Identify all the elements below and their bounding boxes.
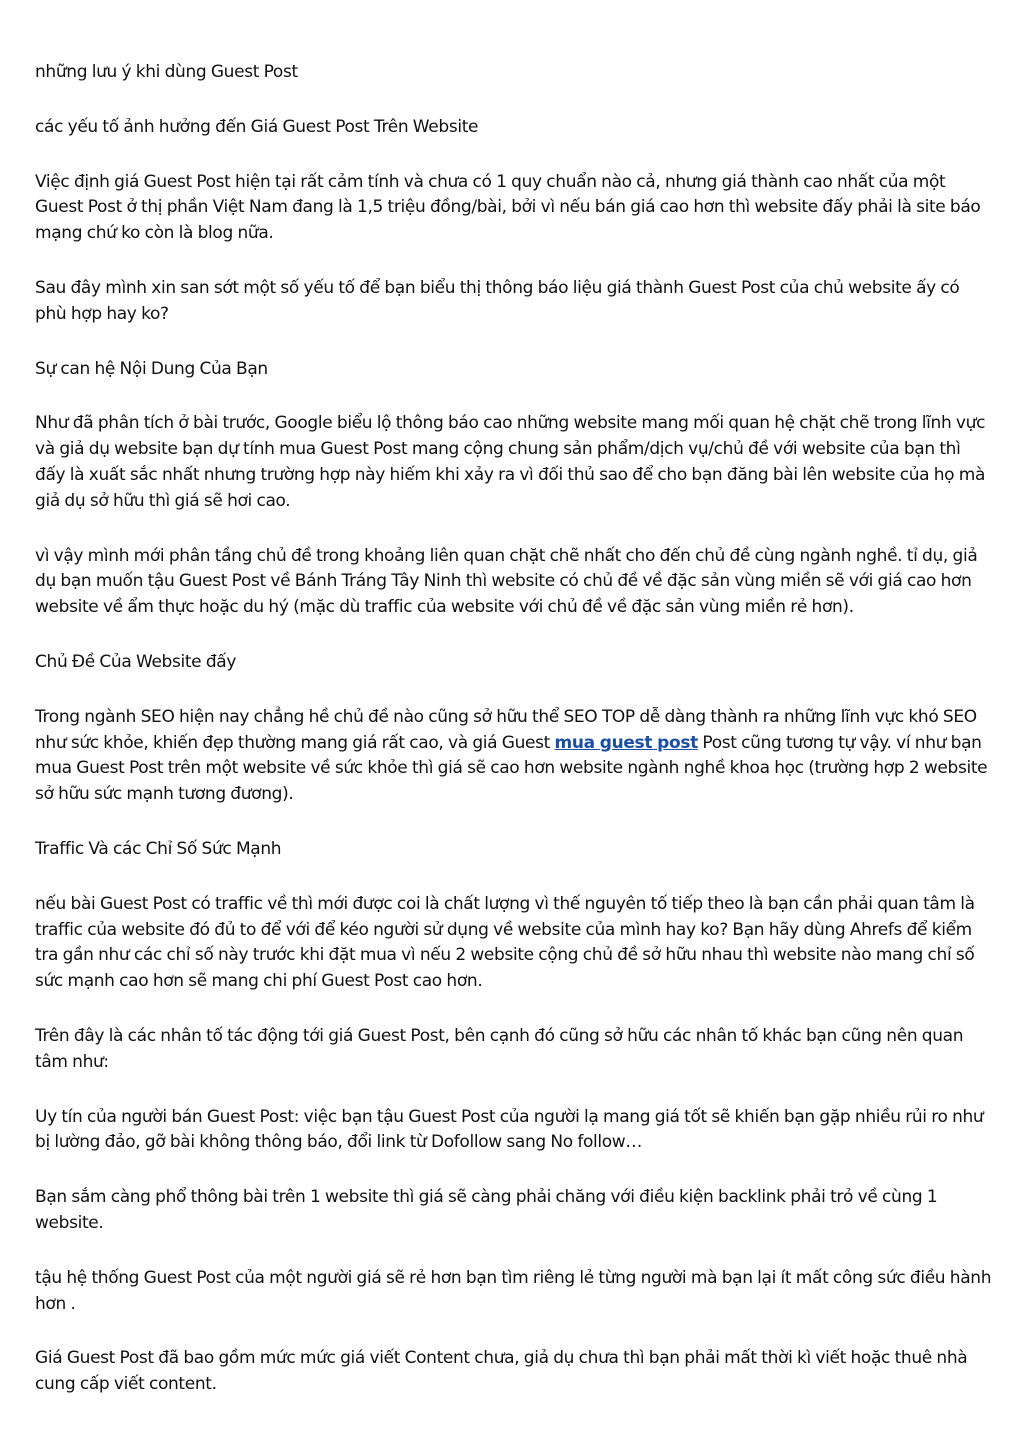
paragraph-system-purchase: tậu hệ thống Guest Post của một người giá sẽ rẻ hơn bạn tìm riêng lẻ từng người mà bạn lại ít mất công sức điều hành hơn .: [35, 1267, 992, 1314]
paragraph-seller-reputation: Uy tín của người bán Guest Post: việc bạn tậu Guest Post của người lạ mang giá tốt sẽ khiến bạn gặp nhiều rủi ro như bị lường đảo, gỡ bài không thông báo, đổi link từ Dofollow sang No follow…: [35, 1106, 984, 1153]
paragraph-heading-relevance: Sự can hệ Nội Dung Của Bạn: [35, 358, 268, 379]
paragraph-traffic: nếu bài Guest Post có traffic về thì mới được coi là chất lượng vì thế nguyên tố tiếp theo là bạn cần phải quan tâm là traffic của website đó đủ to để với để kéo người sử dụng về website của mình hay ko? Bạn hãy dùng Ahrefs để kiểm tra gần như các chỉ số này trước khi đặt mua vì nếu 2 website cộng chủ đề sở hữu nhau thì website nào mang chỉ số sức mạnh cao hơn sẽ mang chi phí Guest Post cao hơn.: [35, 893, 975, 992]
paragraph-bulk-posts: Bạn sắm càng phổ thông bài trên 1 website thì giá sẽ càng phải chăng với điều kiện backlink phải trỏ về cùng 1 website.: [35, 1187, 938, 1233]
mua-guest-post-link[interactable]: mua guest post: [554, 732, 698, 753]
paragraph-intro-factors: Sau đây mình xin san sớt một số yếu tố để bạn biểu thị thông báo liệu giá thành Guest Post của chủ website ấy có phù hợp hay ko?: [35, 277, 960, 324]
paragraph-topic-tiers: vì vậy mình mới phân tầng chủ đề trong khoảng liên quan chặt chẽ nhất cho đến chủ đề cùng ngành nghề. tỉ dụ, giả dụ bạn muốn tậu Guest Post về Bánh Tráng Tây Ninh thì website có chủ đề về đặc sản vùng miền sẽ với giá cao hơn website về ẩm thực hoặc du hý (mặc dù traffic của website với chủ đề về đặc sản vùng miền rẻ hơn).: [35, 545, 978, 618]
paragraph-heading-notes: những lưu ý khi dùng Guest Post: [35, 62, 298, 82]
paragraph-other-factors: Trên đây là các nhân tố tác động tới giá Guest Post, bên cạnh đó cũng sở hữu các nhân tố khác bạn cũng nên quan tâm như:: [35, 1025, 964, 1072]
paragraph-text-after-link: Post cũng tương tự vậy. ví như bạn mua Guest Post trên một website về sức khỏe thì giá sẽ cao hơn website ngành nghề khoa học (trường hợp 2 website sở hữu sức mạnh tương đương).: [35, 732, 988, 805]
paragraph-pricing: Việc định giá Guest Post hiện tại rất cảm tính và chưa có 1 quy chuẩn nào cả, nhưng giá thành cao nhất của một Guest Post ở thị phần Việt Nam đang là 1,5 triệu đồng/bài, bởi vì nếu bán giá cao hơn thì website đấy phải là site báo mạng chứ ko còn là blog nữa.: [35, 171, 981, 244]
paragraph-heading-factors: các yếu tố ảnh hưởng đến Giá Guest Post Trên Website: [35, 116, 479, 137]
paragraph-text-before-link: Trong ngành SEO hiện nay chẳng hề chủ đề nào cũng sở hữu thể SEO TOP dễ dàng thành ra những lĩnh vực khó SEO như sức khỏe, khiến đẹp thường mang giá rất cao, và giá Guest: [35, 706, 977, 753]
paragraph-relevance: Như đã phân tích ở bài trước, Google biểu lộ thông báo cao những website mang mối quan hệ chặt chẽ trong lĩnh vực và giả dụ website bạn dự tính mua Guest Post mang cộng chung sản phẩm/dịch vụ/chủ đề với website của bạn thì đấy là xuất sắc nhất nhưng trường hợp này hiếm khi xảy ra vì đối thủ sao để cho bạn đăng bài lên website của họ mà giả dụ sở hữu thì giá sẽ hơi cao.: [35, 413, 986, 511]
paragraph-topic-seo: [35, 705, 995, 808]
paragraph-content-cost: Giá Guest Post đã bao gồm mức mức giá viết Content chưa, giả dụ chưa thì bạn phải mất thời kì viết hoặc thuê nhà cung cấp viết content.: [35, 1348, 968, 1395]
document-page: [35, 60, 995, 1427]
paragraph-heading-traffic: Traffic Và các Chỉ Số Sức Mạnh: [35, 838, 282, 859]
paragraph-heading-topic: Chủ Đề Của Website đấy: [35, 651, 237, 672]
